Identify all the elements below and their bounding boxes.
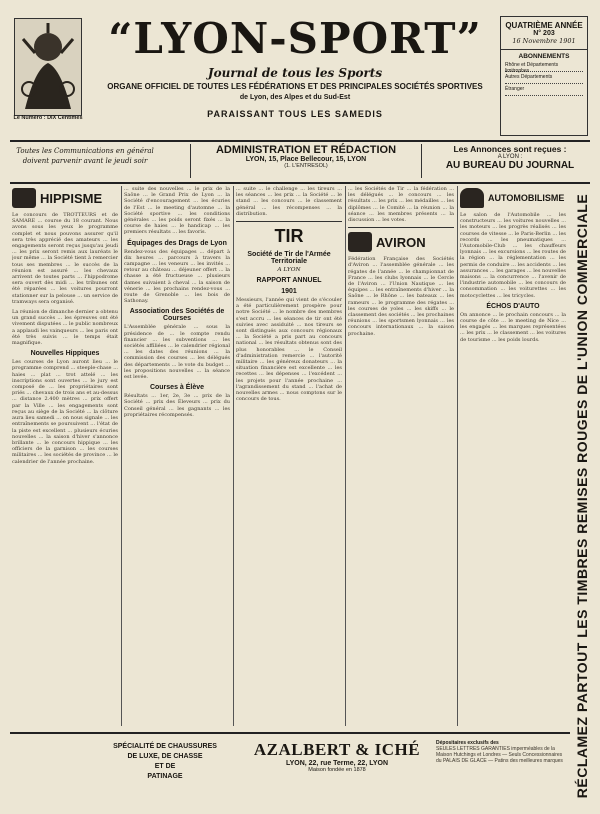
column-rule	[233, 186, 234, 726]
article-text: Les courses de Lyon auront lieu ... le programme comprend ... steeple-chase ... haies ... plat ... trot attelé ... les inscriptions sont ouvertes ... le jury est composé de ... les propriétaires sont priés ... chevaux de trois ans et au-dessus ... distance 2.400 mètres ... prix offert par la Ville ... les engagements sont reçus au siège de la Société ... la clôture aura lieu samedi ... on nous signale ... les entraînements se poursuivent ... l'état de la piste est excellent ... plusieurs écuries nouvelles ... la saison d'hiver s'annonce brillante ... le concours hippique ... les officiers de la garnison ... les courses militaires ... les sociétés de province ... le calendrier de l'année prochaine.	[12, 359, 118, 465]
address-note: (1. L'ENTRESOL)	[284, 163, 328, 169]
rowing-boat-icon	[348, 232, 372, 252]
article-text: ... suite ... le challenge ... les tireurs ... les séances ... les prix ... la Société ... le stand ... les concours ... le classement général ... les récompenses ... la distribution.	[236, 186, 342, 217]
shoes-ad-line: ET DE	[154, 763, 176, 770]
section-title-tir: TIR	[274, 226, 304, 247]
horse-rider-icon	[12, 188, 36, 208]
column-3	[236, 186, 342, 726]
issue-year: QUATRIÈME ANNÉE	[505, 21, 583, 30]
section-title-equipages: Équipages des Drags de Lyon	[127, 239, 227, 247]
newspaper-subtitle: Journal de tous les Sports	[207, 66, 383, 80]
column-rule	[457, 186, 458, 726]
subscriptions-label: ABONNEMENTS	[501, 49, 587, 60]
azalbert-founded: Maison fondée en 1878	[308, 767, 366, 773]
info-band	[10, 142, 590, 184]
tir-society-name: Société de Tir de l'Armée Territoriale	[247, 251, 331, 266]
communications-note: Toutes les Communications en général doivent parvenir avant le jeudi soir	[16, 147, 154, 165]
rapport-year: 1901	[281, 288, 297, 296]
advertising-box	[430, 144, 590, 171]
administration-box	[190, 144, 422, 178]
article-text: On annonce ... le prochain concours ... la course de côte ... le meeting de Nice ... les engagés ... les marques représentées ... les prix ... le classement ... les voitures de tourisme ... les poids lourds.	[460, 311, 566, 343]
newspaper-title: “LYON-SPORT”	[108, 14, 482, 63]
aviron-header	[348, 232, 454, 252]
organ-line: ORGANE OFFICIEL DE TOUTES LES FÉDÉRATIONS ET DES PRINCIPALES SOCIÉTÉS SPORTIVES	[107, 82, 483, 91]
subscription-row: Étranger	[505, 86, 583, 96]
shoes-ad-line: PATINAGE	[147, 773, 183, 780]
tir-city: A LYON	[277, 267, 301, 274]
shoes-advertisement	[90, 742, 240, 782]
column-5	[460, 186, 566, 726]
ads-office: AU BUREAU DU JOURNAL	[445, 160, 575, 171]
automobilisme-header	[460, 188, 566, 208]
column-1	[12, 186, 118, 726]
administration-title: ADMINISTRATION ET RÉDACTION	[215, 144, 397, 156]
depositaires-text: SEULES LETTRES GARANTIES imperméables de la Maison Hutchings et Londres — Seuls Concessionnaires du PALAIS DE GLACE — Patins des meilleures marques	[436, 746, 563, 764]
allegory-illustration-icon	[15, 19, 81, 115]
column-rule	[345, 186, 346, 726]
rapport-title: RAPPORT ANNUEL	[256, 277, 322, 285]
issue-date: 16 Novembre 1901	[512, 37, 576, 45]
azalbert-name: AZALBERT & ICHÉ	[253, 740, 421, 759]
article-text: Le salon de l'Automobile ... les constructeurs ... les voitures nouvelles ... les moteurs ... les progrès réalisés ... les courses de vitesse ... le Paris-Berlin ... les records ... les pneumatiques ... l'Automobile-Club ... les chauffeurs lyonnais ... les excursions ... les routes de la région ... la réglementation ... les permis de conduire ... les accidents ... les assurances ... les garages ... les nouvelles maisons ... la concurrence ... l'avenir de l'industrie automobile ... les concours de consommation ... les voiturettes ... les motocyclettes ... les tricycles.	[460, 212, 566, 299]
issue-box	[500, 16, 588, 136]
section-rule	[348, 227, 454, 228]
section-title-aviron: AVIRON	[376, 234, 426, 250]
publication-frequency: PARAISSANT TOUS LES SAMEDIS	[207, 109, 383, 119]
hippisme-header	[12, 188, 118, 208]
column-4	[348, 186, 454, 726]
depositaires-advertisement	[436, 740, 566, 764]
section-title-association-courses: Association des Sociétés de Courses	[129, 308, 225, 323]
shoes-ad-line: SPÉCIALITÉ DE CHAUSSURES	[113, 743, 217, 750]
vertical-banner	[570, 186, 594, 806]
depositaires-title: Dépositaires exclusifs des	[436, 740, 499, 746]
bottom-advertisements	[10, 732, 570, 812]
subscription-row: Autres Départements	[505, 74, 583, 84]
azalbert-address: LYON, 22, rue Terme, 22, LYON	[285, 760, 389, 767]
price-note: Le Numéro : DIX Centimes	[13, 115, 83, 121]
azalbert-advertisement	[242, 740, 432, 773]
region-line: de Lyon, des Alpes et du Sud-Est	[239, 94, 351, 101]
section-title-hippisme: HIPPISME	[40, 190, 103, 206]
automobile-icon	[460, 188, 484, 208]
article-text: Messieurs, l'année qui vient de s'écouler a été particulièrement prospère pour notre Société ... le nombre des membres s'est accru ... les séances de tir ont été suivies avec assiduité ... nos tireurs se sont distingués aux concours régionaux ... la Société a pris part au concours national ... les résultats obtenus sont des plus honorables ... le Conseil d'administration remercie ... l'autorité militaire ... les généreux donateurs ... la situation financière est excellente ... les recettes ... les dépenses ... l'excédent ... les projets pour l'année prochaine ... l'agrandissement du stand ... l'achat de nouvelles armes ... nous comptons sur le concours de tous.	[236, 297, 342, 403]
masthead-illustration	[14, 18, 82, 116]
section-title-echos-auto: ÉCHOS D'AUTO	[486, 302, 540, 310]
section-title-courses-eleve: Courses à Élève	[149, 384, 205, 392]
article-text: Le concours de TROTTEURS et de SAMARE ... course du 18 courant. Nous avons sous les yeux le programme complet et nous pouvons assurer qu'il sera très apprécié des amateurs ... les engagements seront reçus jusqu'au jeudi ... les prix seront remis aux lauréats le jour même ... la Société tient à remercier tous ses membres ... le succès de la réunion est assuré ... les chevaux arrivent de toutes parts ... l'hippodrome sera ouvert dès midi ... les tribunes ont été réparées ... les voitures pourront stationner sur la pelouse ... un service de tramways sera organisé.	[12, 212, 118, 305]
article-text: ... suite des nouvelles ... le prix de la Saône ... le Grand Prix de Lyon ... la Société d'encouragement ... les écuries de l'Est ... le meeting d'automne ... la Société sportive ... les conditions générales ... les poids seront fixés ... la course de haies ... le handicap ... les premiers résultats ... les favoris.	[124, 186, 230, 236]
ads-city: A LYON :	[497, 154, 523, 160]
article-text: Fédération Française des Sociétés d'Aviron ... l'assemblée générale ... les régates de l'année ... le championnat de France ... les clubs lyonnais ... le Cercle de l'Aviron ... l'Union Nautique ... les équipes ... les entraînements d'hiver ... la Saône ... le Rhône ... les bateaux ... les rameurs ... le programme des régates ... les courses de yoles ... les skiffs ... le classement des sociétés ... les prochaines réunions ... les sportsmen lyonnais ... les concours internationaux ... la saison prochaine.	[348, 256, 454, 337]
vertical-banner-text: RÉCLAMEZ PARTOUT LES TIMBRES REMISES ROUGES DE L'UNION COMMERCIALE	[574, 193, 590, 799]
subscription-row: Rhône et Départements limitrophes	[505, 62, 583, 72]
article-text: L'Assemblée générale ... sous la présidence de ... le compte rendu financier ... les subventions ... les sociétés affiliées ... le calendrier régional ... les dates des réunions ... la commission des courses ... les délégués des départements ... le vote du budget ... les propositions nouvelles ... la séance est levée.	[124, 324, 230, 381]
shoes-ad-line: DE LUXE, DE CHASSE	[127, 753, 203, 760]
article-text: Résultats ... 1er, 2e, 3e ... prix de la Société ... prix des Éleveurs ... prix du Conseil général ... les gagnants ... les propriétaires récompensés.	[124, 393, 230, 418]
article-text: La réunion de dimanche dernier a obtenu un grand succès ... les épreuves ont été vivement disputées ... le public nombreux a applaudi les vainqueurs ... les paris ont été très suivis ... le temps était magnifique.	[12, 309, 118, 347]
ads-heading: Les Annonces sont reçues :	[453, 144, 567, 154]
section-title-nouvelles-hippiques: Nouvelles Hippiques	[30, 350, 100, 358]
issue-number: N° 203	[533, 30, 555, 37]
administration-address: LYON, 15, Place Bellecour, 15, LYON	[245, 156, 367, 163]
section-rule	[236, 221, 342, 222]
masthead	[10, 12, 590, 142]
section-title-automobilisme: AUTOMOBILISME	[488, 193, 565, 203]
column-rule	[121, 186, 122, 726]
article-text: Rendez-vous des équipages ... départ à dix heures ... parcours à travers la campagne ... les veneurs ... les invités ... retour au château ... déjeuner offert ... la chasse a été fructueuse ... plusieurs dames suivaient à cheval ... la saison de vénerie ... les prochains rendez-vous ... route de Grenoble ... les bois de Sathonay.	[124, 248, 230, 305]
column-2	[124, 186, 230, 726]
article-text: ... les Sociétés de Tir ... la fédération ... les délégués ... le concours ... les résultats ... les prix ... les médailles ... les diplômes ... le Comité ... la réunion ... la séance ... les membres présents ... la discussion ... les votes.	[348, 186, 454, 224]
